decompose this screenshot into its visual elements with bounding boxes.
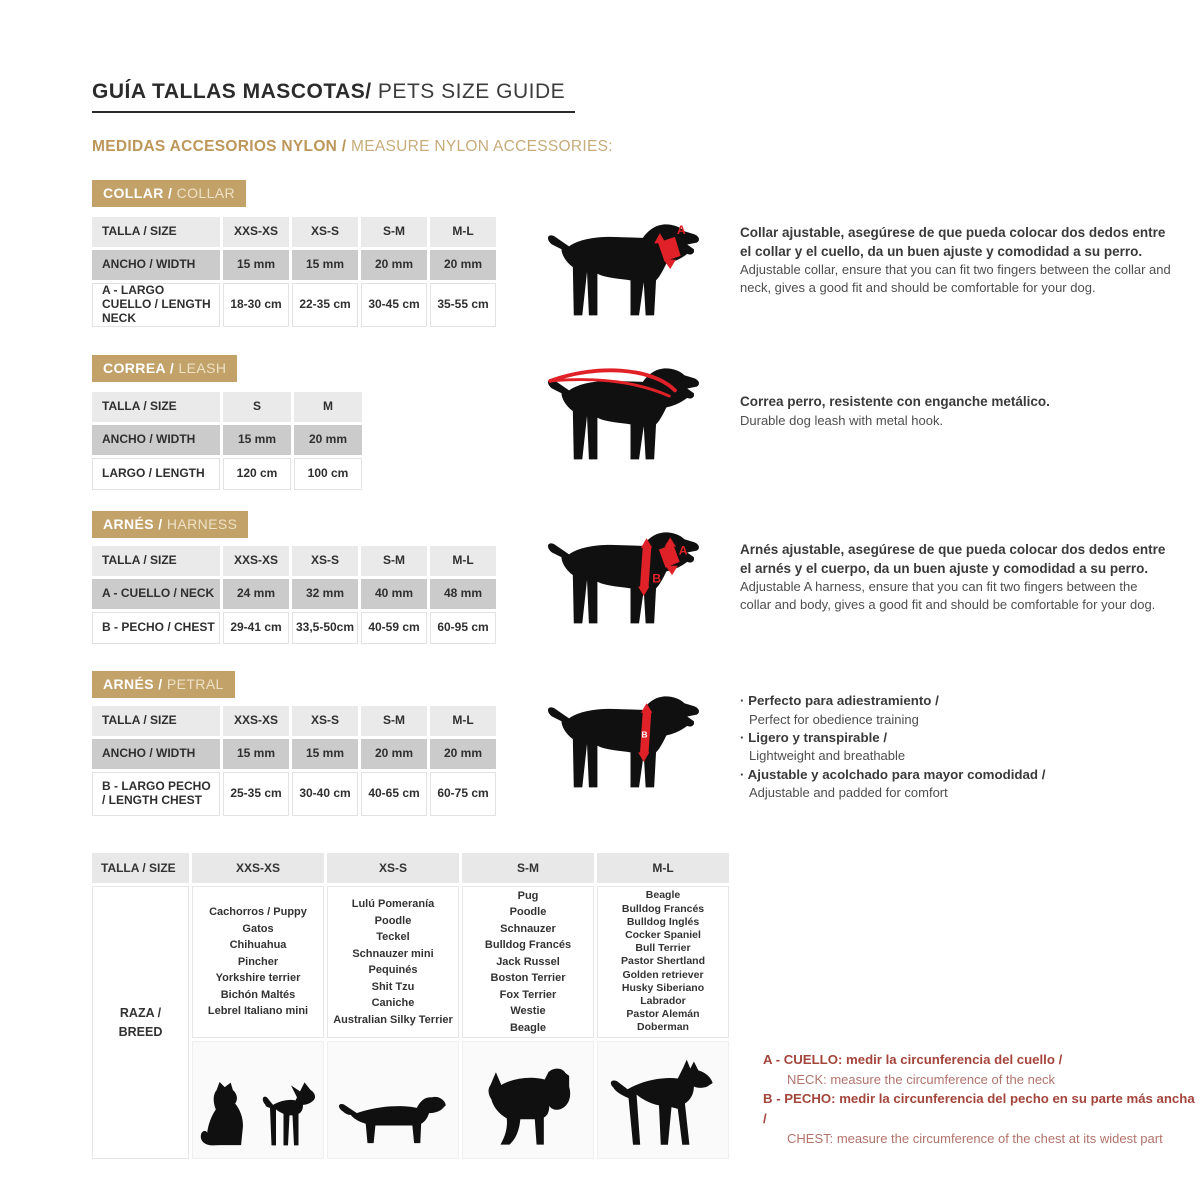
leash-desc-es: Correa perro, resistente con enganche metálico. [740, 394, 1050, 409]
table-cell: 33,5-50cm [292, 612, 358, 644]
table-cell: 20 mm [430, 739, 496, 769]
harness-size-table [92, 546, 496, 644]
breed-item: Doberman [637, 1021, 689, 1034]
table-cell: 40 mm [361, 579, 427, 609]
breed-item: Chihuahua [229, 939, 287, 952]
chihuahua-silhouette-icon [258, 1079, 318, 1151]
breed-item: Pequinés [368, 964, 418, 976]
silhouette-cell-xs-s [327, 1041, 459, 1159]
leash-badge-es: CORREA / [103, 360, 175, 376]
breed-item: Westie [510, 1005, 546, 1018]
table-cell: 32 mm [292, 579, 358, 609]
table-row-label: B - PECHO / CHEST [92, 612, 220, 644]
table-header-cell: M-L [597, 853, 729, 883]
table-header-cell: TALLA / SIZE [92, 546, 220, 576]
breed-item: Pug [517, 889, 539, 902]
feature-es: · Perfecto para adiestramiento / [740, 693, 939, 708]
page-title-en: PETS SIZE GUIDE [371, 80, 566, 103]
table-cell: 18-30 cm [223, 283, 289, 327]
breeds-row-label-line2: BREED [118, 1024, 163, 1039]
feature-en: Adjustable and padded for comfort [749, 785, 948, 801]
table-header-cell: M-L [430, 706, 496, 736]
breed-item: Cachorros / Puppy [209, 906, 307, 919]
table-cell: 15 mm [292, 739, 358, 769]
table-row-label: ANCHO / WIDTH [92, 739, 220, 769]
table-header-cell: TALLA / SIZE [92, 217, 220, 247]
annotation-letter-a: A [678, 543, 688, 558]
breed-item: Caniche [371, 997, 415, 1009]
table-header-cell: M-L [430, 546, 496, 576]
doberman-silhouette-icon [602, 1057, 724, 1151]
breed-item: Shit Tzu [371, 980, 415, 993]
breed-item: Lulú Pomeranía [351, 898, 435, 910]
dog-harness-illustration [536, 526, 708, 630]
collar-section-badge [92, 180, 246, 207]
page-subtitle-es: MEDIDAS ACCESORIOS NYLON / [92, 138, 347, 155]
table-row-label: ANCHO / WIDTH [92, 250, 220, 280]
table-cell: 48 mm [430, 579, 496, 609]
breed-item: Lebrel Italiano mini [207, 1005, 309, 1018]
breed-item: Bulldog Francés [621, 902, 705, 915]
measurement-notes [763, 1050, 1200, 1148]
breed-item: Beagle [645, 889, 681, 902]
dog-leash-illustration [536, 362, 708, 466]
table-header-cell: S-M [361, 546, 427, 576]
note-b-en: CHEST: measure the circumference of the chest at its widest part [787, 1130, 1163, 1146]
collar-badge-en: COLLAR [172, 185, 236, 201]
table-cell: 20 mm [361, 250, 427, 280]
breed-list-m-l [597, 886, 729, 1038]
table-header-cell: XXS-XS [223, 217, 289, 247]
breed-item: Poodle [374, 914, 412, 927]
breed-item: Boston Terrier [490, 972, 566, 985]
page-subtitle [92, 138, 613, 156]
breeds-row-label-line1: RAZA / [119, 1005, 162, 1020]
feature-es: · Ligero y transpirable / [740, 729, 888, 745]
breed-item: Cocker Spaniel [625, 928, 701, 941]
table-header-cell: S-M [462, 853, 594, 883]
silhouette-cell-m-l [597, 1041, 729, 1159]
table-header-cell: M [294, 392, 362, 422]
leash-desc-en: Durable dog leash with metal hook. [740, 412, 944, 428]
table-header-cell: XS-S [292, 217, 358, 247]
note-b-es: B - PECHO: medir la circunferencia del pecho en su parte más ancha / [763, 1091, 1195, 1127]
breed-list-xxs-xs [192, 886, 324, 1038]
table-row-label: B - LARGO PECHO / LENGTH CHEST [92, 772, 220, 816]
table-cell: 40-65 cm [361, 772, 427, 816]
table-header-cell: TALLA / SIZE [92, 853, 189, 883]
feature-es: · Ajustable y acolchado para mayor comodidad / [740, 766, 1046, 782]
feature-item [740, 729, 1060, 766]
table-header-cell: M-L [430, 217, 496, 247]
breeds-table [92, 853, 729, 1159]
breed-item: Bichón Maltés [220, 988, 296, 1001]
note-a-en: NECK: measure the circumference of the neck [787, 1071, 1056, 1087]
table-cell: 15 mm [223, 425, 291, 455]
table-cell: 30-45 cm [361, 283, 427, 327]
breed-item: Teckel [376, 931, 410, 943]
breed-item: Labrador [640, 995, 686, 1008]
breed-list-xs-s [327, 886, 459, 1038]
table-header-cell: XS-S [292, 706, 358, 736]
harness-section-badge [92, 511, 248, 538]
breed-item: Pincher [237, 955, 279, 968]
silhouette-cell-xxs-xs [192, 1041, 324, 1159]
table-row-label: A - LARGO CUELLO / LENGTH NECK [92, 283, 220, 327]
breed-item: Gatos [242, 922, 274, 935]
breed-item: Pastor Shertland [620, 955, 706, 968]
table-cell: 20 mm [294, 425, 362, 455]
collar-description [740, 224, 1172, 297]
cat-silhouette-icon [198, 1079, 250, 1151]
table-cell: 30-40 cm [292, 772, 358, 816]
table-cell: 20 mm [430, 250, 496, 280]
table-cell: 40-59 cm [361, 612, 427, 644]
table-header-cell: S [223, 392, 291, 422]
collar-size-table [92, 217, 496, 327]
table-row-label: LARGO / LENGTH [92, 458, 220, 490]
table-cell: 15 mm [223, 739, 289, 769]
table-header-cell: XXS-XS [223, 546, 289, 576]
table-cell: 100 cm [294, 458, 362, 490]
dog-petral-illustration [536, 690, 708, 794]
annotation-letter-b: B [641, 729, 648, 740]
feature-en: Lightweight and breathable [749, 748, 906, 764]
harness-desc-es: Arnés ajustable, asegúrese de que pueda colocar dos dedos entre el arnés y el cuerpo, da un buen ajuste y comodidad a su perro. [740, 542, 1166, 576]
feature-item [740, 766, 1060, 803]
table-cell: 24 mm [223, 579, 289, 609]
table-cell: 15 mm [292, 250, 358, 280]
table-header-cell: XS-S [292, 546, 358, 576]
table-cell: 120 cm [223, 458, 291, 490]
breed-item: Jack Russel [496, 955, 560, 968]
table-header-cell: S-M [361, 706, 427, 736]
harness-badge-es: ARNÉS / [103, 516, 163, 532]
breed-item: Bulldog Inglés [626, 915, 700, 928]
breed-item: Bull Terrier [635, 942, 691, 955]
petral-section-badge [92, 671, 235, 698]
breed-item: Golden retriever [622, 968, 704, 981]
feature-en: Perfect for obedience training [749, 711, 919, 727]
breed-item: Schnauzer mini [352, 947, 434, 960]
table-cell: 60-95 cm [430, 612, 496, 644]
table-header-cell: XXS-XS [223, 706, 289, 736]
table-header-cell: XXS-XS [192, 853, 324, 883]
table-cell: 25-35 cm [223, 772, 289, 816]
breed-item: Schnauzer [500, 922, 556, 935]
leash-section-badge [92, 355, 237, 382]
table-header-cell: S-M [361, 217, 427, 247]
breed-item: Pastor Alemán [626, 1008, 700, 1021]
schnauzer-silhouette-icon [476, 1065, 580, 1151]
table-cell: 35-55 cm [430, 283, 496, 327]
breed-item: Husky Siberiano [621, 981, 705, 994]
breed-item: Poodle [509, 906, 547, 919]
page-title [92, 80, 575, 113]
table-cell: 22-35 cm [292, 283, 358, 327]
petral-size-table [92, 706, 496, 816]
collar-badge-es: COLLAR / [103, 185, 173, 201]
leash-description [740, 393, 1172, 430]
collar-desc-en: Adjustable collar, ensure that you can fit two fingers between the collar and neck, gives a good fit and should be comfortable for your dog. [740, 262, 1171, 296]
table-cell: 20 mm [361, 739, 427, 769]
table-cell: 29-41 cm [223, 612, 289, 644]
feature-item [740, 692, 1060, 729]
page-title-es: GUÍA TALLAS MASCOTAS/ [92, 80, 372, 103]
table-cell: 60-75 cm [430, 772, 496, 816]
table-header-cell: XS-S [327, 853, 459, 883]
breed-item: Bulldog Francés [484, 939, 572, 952]
breed-item: Yorkshire terrier [215, 972, 301, 985]
table-row-label: A - CUELLO / NECK [92, 579, 220, 609]
harness-desc-en: Adjustable A harness, ensure that you can fit two fingers between the collar and body, gives a good fit and should be comfortable for your dog. [740, 579, 1156, 613]
table-header-cell: TALLA / SIZE [92, 706, 220, 736]
petral-badge-es: ARNÉS / [103, 676, 163, 692]
breed-list-s-m [462, 886, 594, 1038]
dachshund-silhouette-icon [335, 1085, 451, 1151]
leash-size-table [92, 392, 362, 490]
page-subtitle-en: MEASURE NYLON ACCESSORIES: [346, 138, 613, 155]
table-cell: 15 mm [223, 250, 289, 280]
breed-item: Beagle [509, 1021, 547, 1034]
harness-description [740, 541, 1172, 614]
leash-badge-en: LEASH [174, 360, 227, 376]
annotation-letter-a: A [676, 223, 686, 238]
silhouette-cell-s-m [462, 1041, 594, 1159]
table-header-cell: TALLA / SIZE [92, 392, 220, 422]
breed-item: Fox Terrier [499, 988, 557, 1001]
breed-item: Australian Silky Terrier [333, 1013, 453, 1026]
collar-desc-es: Collar ajustable, asegúrese de que pueda colocar dos dedos entre el collar y el cuello, da un buen ajuste y comodidad a su perro. [740, 225, 1166, 259]
petral-features-list [740, 692, 1060, 802]
petral-badge-en: PETRAL [162, 676, 224, 692]
harness-badge-en: HARNESS [162, 516, 238, 532]
table-row-label: ANCHO / WIDTH [92, 425, 220, 455]
dog-collar-illustration [536, 218, 708, 322]
annotation-letter-b: B [652, 571, 662, 586]
breeds-row-label [92, 886, 189, 1159]
note-a-es: A - CUELLO: medir la circunferencia del cuello / [763, 1052, 1063, 1067]
